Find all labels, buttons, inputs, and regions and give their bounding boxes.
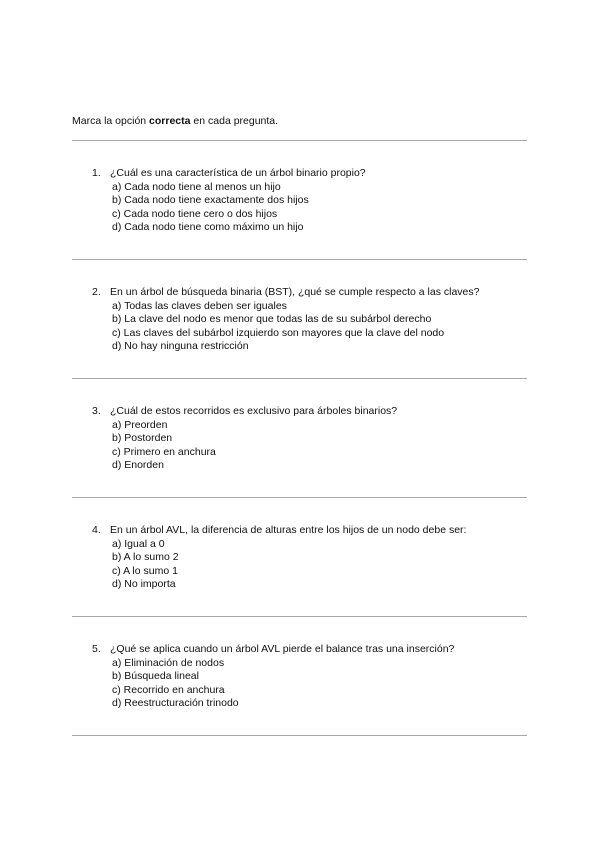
divider — [72, 616, 527, 617]
option-d: d) No hay ninguna restricción — [112, 340, 249, 353]
question-3 — [92, 405, 397, 473]
instructions-prefix: Marca la opción — [72, 115, 150, 127]
question-number: 3. — [92, 405, 101, 417]
question-stem — [92, 643, 454, 657]
question-stem — [92, 286, 479, 300]
option-b: b) Búsqueda lineal — [112, 670, 199, 683]
option-a: a) Cada nodo tiene al menos un hijo — [112, 180, 281, 193]
option-d: d) Cada nodo tiene como máximo un hijo — [112, 221, 304, 234]
option-c: c) Cada nodo tiene cero o dos hijos — [112, 207, 278, 220]
question-2 — [92, 286, 479, 354]
question-stem — [92, 405, 397, 419]
instructions-emphasis: correcta — [149, 115, 191, 127]
question-text: ¿Cuál es una característica de un árbol binario propio? — [110, 167, 366, 179]
option-a: a) Eliminación de nodos — [112, 656, 225, 669]
question-stem — [92, 524, 466, 538]
option-c: c) Las claves del subárbol izquierdo son mayores que la clave del nodo — [112, 326, 445, 339]
option-a: a) Preorden — [112, 418, 168, 431]
question-text: ¿Cuál de estos recorridos es exclusivo para árboles binarios? — [110, 405, 398, 417]
instructions-text — [72, 114, 278, 128]
question-number: 5. — [92, 643, 101, 655]
option-b: b) A lo sumo 2 — [112, 551, 179, 564]
option-b: b) La clave del nodo es menor que todas las de su subárbol derecho — [112, 313, 432, 326]
question-5 — [92, 643, 454, 711]
instructions-suffix: en cada pregunta. — [190, 115, 279, 127]
option-c: c) Recorrido en anchura — [112, 683, 225, 696]
divider — [72, 140, 527, 141]
option-a: a) Todas las claves deben ser iguales — [112, 299, 287, 312]
option-d: d) Enorden — [112, 459, 164, 472]
question-4 — [92, 524, 466, 592]
divider — [72, 259, 527, 260]
question-text: ¿Qué se aplica cuando un árbol AVL pierde el balance tras una inserción? — [110, 643, 455, 655]
question-text: En un árbol AVL, la diferencia de alturas entre los hijos de un nodo debe ser: — [110, 524, 467, 536]
option-d: d) Reestructuración trinodo — [112, 697, 239, 710]
divider — [72, 497, 527, 498]
option-b: b) Cada nodo tiene exactamente dos hijos — [112, 194, 309, 207]
option-d: d) No importa — [112, 578, 176, 591]
option-b: b) Postorden — [112, 432, 173, 445]
divider — [72, 378, 527, 379]
question-number: 1. — [92, 167, 101, 179]
question-number: 4. — [92, 524, 101, 536]
question-number: 2. — [92, 286, 101, 298]
option-a: a) Igual a 0 — [112, 537, 165, 550]
option-c: c) Primero en anchura — [112, 445, 216, 458]
question-text: En un árbol de búsqueda binaria (BST), ¿qué se cumple respecto a las claves? — [110, 286, 480, 298]
option-c: c) A lo sumo 1 — [112, 564, 178, 577]
question-1 — [92, 167, 366, 235]
question-stem — [92, 167, 366, 181]
divider — [72, 735, 527, 736]
